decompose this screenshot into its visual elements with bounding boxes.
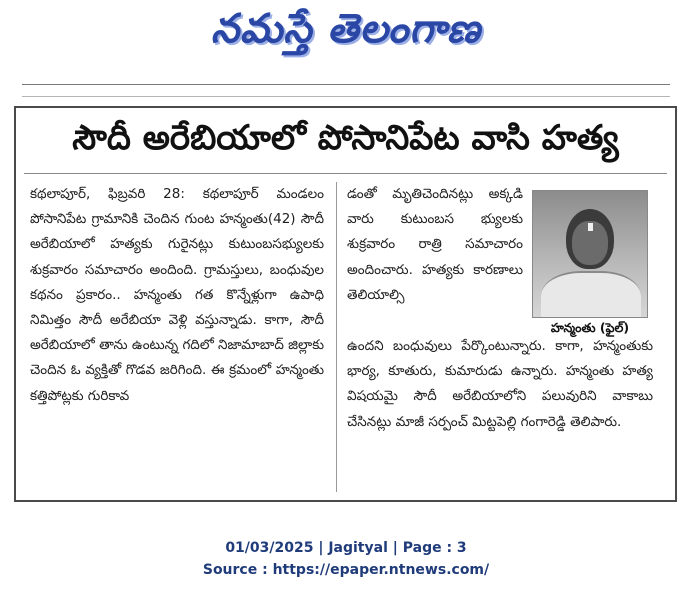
photo-forehead-mark (588, 223, 593, 231)
newspaper-masthead: నమస్తే తెలంగాణ (210, 6, 482, 52)
article-body-right-column-bottom: ఉందని బంధువులు పేర్కొంటున్నారు. కాగా, హన్మంతుకు భార్య, కూతురు, కుమారుడు ఉన్నారు. హన్మంతు హత్య విషయమై సౌదీ అరేబియాలోని పలువురిని వాకాబు చేసినట్లు మాజీ సర్పంచ్ మిట్టపెల్లి గంగారెడ్డి తెలిపారు. (347, 338, 653, 430)
source-link[interactable]: Source : https://epaper.ntnews.com/ (202, 562, 490, 578)
victim-photo (532, 190, 648, 318)
article-headline: సౌదీ అరేబియాలో పోసానిపేట వాసి హత్య (72, 118, 619, 158)
column-divider (336, 182, 337, 492)
photo-shirt-shape (541, 271, 641, 318)
article-body-left-column: కథలాపూర్, ఫిబ్రవరి 28: కథలాపూర్ మండలం పోసానిపేట గ్రామానికి చెందిన గుంట హన్మంతు(42) సౌదీ అరేబియాలో హత్యకు గురైనట్లు కుటుంబసభ్యులకు శుక్రవారం సమాచారం అందింది. గ్రామస్తులు, బంధువుల కథనం ప్రకారం.. హన్మంతు గత కొన్నేళ్లుగా ఉపాధి నిమిత్తం సౌదీ అరేబియా వెళ్లి వస్తున్నాడు. కాగా, సౌదీ అరేబియాలో తాను ఉంటున్న గదిలో నిజామాబాద్ జిల్లాకు చెందిన ఓ వ్యక్తితో గొడవ జరిగింది. ఈ క్రమంలో హన్మంతు కత్తిపోట్లకు గురికావ (30, 186, 324, 404)
masthead-divider (22, 84, 670, 85)
article-body-right-column-top: డంతో మృతిచెందినట్లు అక్కడి వారు కుటుంబస భ్యులకు శుక్రవారం రాత్రి సమాచారం అందించారు. హత్యకు కారణాలు తెలియాల్సి (347, 186, 523, 303)
masthead-divider-dotted (22, 96, 670, 97)
edition-info: 01/03/2025 | Jagityal | Page : 3 (225, 540, 467, 556)
headline-rule (24, 173, 667, 174)
photo-caption: హన్మంతు (ఫైల్) (550, 320, 630, 335)
